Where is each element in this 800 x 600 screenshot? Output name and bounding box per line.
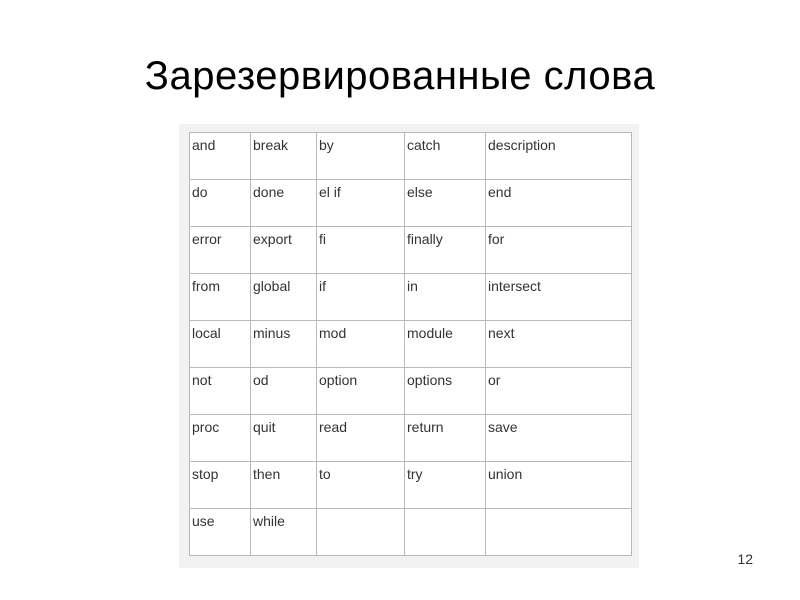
table-cell: do [190,180,251,227]
table-cell: or [486,368,632,415]
table-cell: by [317,133,405,180]
table-cell: options [405,368,486,415]
table-cell: next [486,321,632,368]
table-cell: finally [405,227,486,274]
table-cell: not [190,368,251,415]
table-cell: export [251,227,317,274]
table-cell: else [405,180,486,227]
table-cell: mod [317,321,405,368]
table-cell: use [190,509,251,556]
table-cell: proc [190,415,251,462]
table-cell: stop [190,462,251,509]
table-row [190,368,632,415]
table-cell: done [251,180,317,227]
table-row [190,133,632,180]
table-cell: od [251,368,317,415]
table-cell: and [190,133,251,180]
table-cell: save [486,415,632,462]
table-row [190,321,632,368]
table-cell: minus [251,321,317,368]
table-cell: then [251,462,317,509]
table-cell: for [486,227,632,274]
table-cell [405,509,486,556]
table-row [190,227,632,274]
table-cell: union [486,462,632,509]
table-row [190,509,632,556]
table-cell: option [317,368,405,415]
table-row [190,415,632,462]
table-cell: catch [405,133,486,180]
table-row [190,274,632,321]
table-cell: try [405,462,486,509]
table-cell: error [190,227,251,274]
table-cell: to [317,462,405,509]
table-cell: global [251,274,317,321]
table-cell: return [405,415,486,462]
table-row [190,462,632,509]
table-cell: end [486,180,632,227]
table-cell [317,509,405,556]
slide-title: Зарезервированные слова [144,54,656,98]
keywords-table-frame [179,124,639,568]
table-cell: local [190,321,251,368]
table-row [190,180,632,227]
table-cell: description [486,133,632,180]
table-cell: read [317,415,405,462]
table-cell: in [405,274,486,321]
table-cell: quit [251,415,317,462]
table-cell: if [317,274,405,321]
table-cell: intersect [486,274,632,321]
table-cell: while [251,509,317,556]
table-cell: break [251,133,317,180]
table-cell: el if [317,180,405,227]
table-cell: fi [317,227,405,274]
table-cell [486,509,632,556]
table-cell: module [405,321,486,368]
page-number: 12 [737,551,753,567]
table-cell: from [190,274,251,321]
reserved-words-table [189,132,632,556]
